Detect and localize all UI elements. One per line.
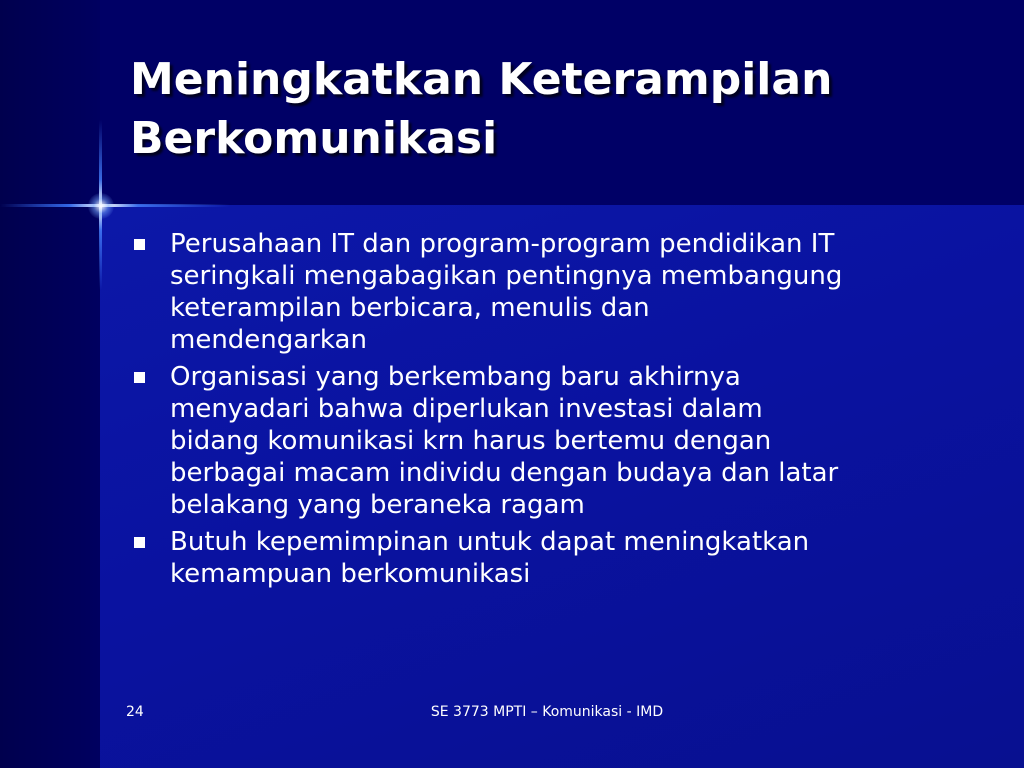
slide-title (130, 50, 990, 168)
sparkle-cross-icon (88, 193, 114, 219)
bullet-2-line-5: belakang yang beraneka ragam (170, 490, 585, 520)
bullet-2-line-4: berbagai macam individu dengan budaya dan latar (170, 458, 839, 488)
square-bullet-icon (134, 372, 145, 383)
slide-title-line-1: Meningkatkan Keterampilan (130, 54, 833, 105)
bullet-2-line-3: bidang komunikasi krn harus bertemu dengan (170, 426, 772, 456)
slide-title-line-2: Berkomunikasi (130, 113, 498, 164)
bullet-item-1 (130, 228, 970, 356)
sparkle-horizontal-ray (0, 204, 230, 207)
bullet-2-line-2: menyadari bahwa diperlukan investasi dalam (170, 394, 763, 424)
bullet-1-line-4: mendengarkan (170, 325, 367, 355)
square-bullet-icon (134, 239, 145, 250)
bullet-3-line-1: Butuh kepemimpinan untuk dapat meningkatkan (170, 527, 810, 557)
bullet-2-line-1: Organisasi yang berkembang baru akhirnya (170, 362, 741, 392)
bullet-item-2 (130, 361, 970, 521)
bullet-1-line-1: Perusahaan IT dan program-program pendidikan IT (170, 229, 835, 259)
left-side-band (0, 0, 100, 768)
bullet-list (130, 228, 970, 595)
bullet-3-line-2: kemampuan berkomunikasi (170, 559, 531, 589)
slide-number: 24 (126, 704, 144, 720)
bullet-item-3 (130, 526, 970, 590)
footer-text: SE 3773 MPTI – Komunikasi - IMD (430, 704, 664, 720)
bullet-1-line-3: keterampilan berbicara, menulis dan (170, 293, 650, 323)
square-bullet-icon (134, 537, 145, 548)
bullet-1-line-2: seringkali mengabagikan pentingnya membangung (170, 261, 843, 291)
